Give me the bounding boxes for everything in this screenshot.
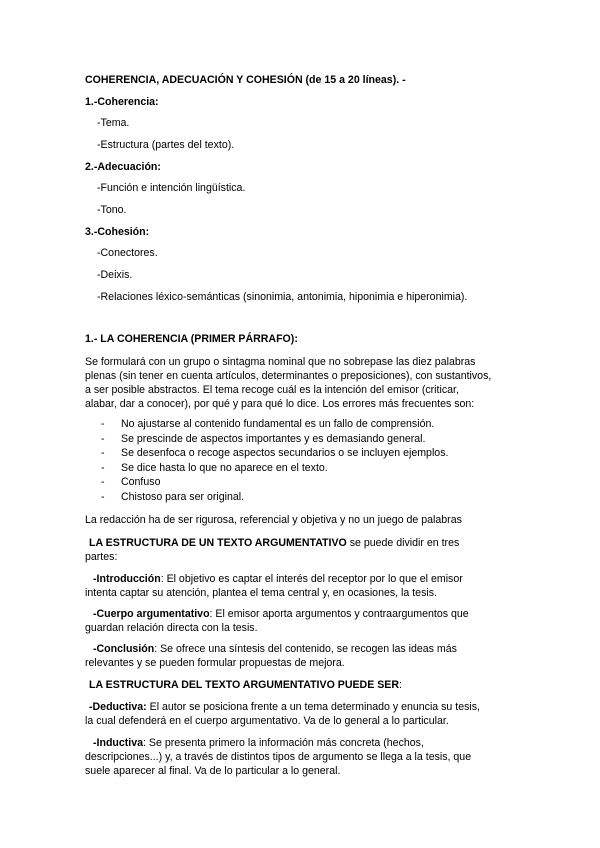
structure-heading-bold: LA ESTRUCTURA DE UN TEXTO ARGUMENTATIVO bbox=[89, 537, 347, 549]
outline-item-funcion: -Función e intención lingüística. bbox=[97, 182, 246, 194]
paragraph-line: Se formulará con un grupo o sintagma nominal que no sobrepase las diez palabras bbox=[85, 356, 476, 368]
outline-item-tema: -Tema. bbox=[97, 117, 130, 129]
part-text-line2: guardan relación directa con la tesis. bbox=[85, 622, 258, 634]
type-inductiva bbox=[93, 737, 424, 750]
part-text-line2: relevantes y se pueden formular propuestas de mejora. bbox=[85, 657, 345, 669]
closing-sentence: La redacción ha de ser rigurosa, referencial y objetiva y no un juego de palabras bbox=[85, 514, 462, 526]
outline-heading-coherencia: 1.-Coherencia: bbox=[85, 96, 159, 108]
list-item: - Se prescinde de aspectos importantes y es demasiando general. bbox=[101, 433, 448, 448]
list-item: - Se desenfoca o recoge aspectos secundarios o se incluyen ejemplos. bbox=[101, 447, 448, 462]
part-text: : Se ofrece una síntesis del contenido, se recogen las ideas más bbox=[154, 643, 457, 655]
paragraph-line: alabar, dar a conocer), por qué y para qué lo dice. Los errores más frecuentes son: bbox=[85, 398, 475, 410]
section-heading-coherencia: 1.- LA COHERENCIA (PRIMER PÁRRAFO): bbox=[85, 333, 298, 345]
part-label: -Cuerpo argumentativo bbox=[93, 608, 210, 620]
structure-heading-line2: partes: bbox=[85, 551, 118, 563]
type-text: : Se presenta primero la información más concreta (hechos, bbox=[143, 737, 424, 749]
outline-item-deixis: -Deixis. bbox=[97, 269, 133, 281]
outline-item-estructura: -Estructura (partes del texto). bbox=[97, 139, 235, 151]
list-item: - Confuso bbox=[101, 476, 448, 491]
structure-heading-rest: se puede dividir en tres bbox=[346, 537, 460, 549]
part-text: : El objetivo es captar el interés del receptor por lo que el emisor bbox=[160, 573, 463, 585]
type-text-line: descripciones...) y, a través de distintos tipos de argumento se llega a la tesis, que bbox=[85, 751, 472, 763]
types-heading-bold: LA ESTRUCTURA DEL TEXTO ARGUMENTATIVO PUEDE SER bbox=[89, 679, 399, 691]
structure-part-introduccion bbox=[93, 573, 463, 586]
structure-part-conclusion bbox=[93, 643, 457, 656]
types-heading bbox=[89, 679, 402, 692]
part-text-line2: intenta captar su atención, plantea el tema central y, en ocasiones, la tesis. bbox=[85, 587, 437, 599]
list-item: - Chistoso para ser original. bbox=[101, 491, 448, 506]
part-text: : El emisor aporta argumentos y contraargumentos que bbox=[209, 608, 469, 620]
type-text-line: la cual defenderá en el cuerpo argumentativo. Va de lo general a lo particular. bbox=[85, 715, 449, 727]
type-label: -Inductiva bbox=[93, 737, 144, 749]
type-deductiva bbox=[89, 701, 480, 714]
outline-item-relaciones: -Relaciones léxico-semánticas (sinonimia, antonimia, hiponimia e hiperonimia). bbox=[97, 291, 468, 303]
type-text: El autor se posiciona frente a un tema determinado y enuncia su tesis, bbox=[146, 701, 480, 713]
structure-heading bbox=[89, 537, 459, 550]
list-item: - Se dice hasta lo que no aparece en el texto. bbox=[101, 462, 448, 477]
types-heading-suffix: : bbox=[398, 679, 402, 691]
part-label: -Conclusión bbox=[93, 643, 155, 655]
outline-item-conectores: -Conectores. bbox=[97, 247, 158, 259]
document-title: COHERENCIA, ADECUACIÓN Y COHESIÓN (de 15 a 20 líneas). - bbox=[85, 74, 406, 86]
type-label: -Deductiva: bbox=[89, 701, 147, 713]
outline-heading-adecuacion: 2.-Adecuación: bbox=[85, 161, 161, 173]
structure-part-cuerpo bbox=[93, 608, 469, 621]
errors-list bbox=[101, 418, 448, 506]
paragraph-line: plenas (sin tener en cuenta artículos, determinantes o preposiciones), con sustantivos, bbox=[85, 370, 492, 382]
type-text-line: suele aparecer al final. Va de lo particular a lo general. bbox=[85, 765, 341, 777]
paragraph-line: a ser posible abstractos. El tema recoge cuál es la intención del emisor (criticar, bbox=[85, 384, 459, 396]
outline-item-tono: -Tono. bbox=[97, 204, 127, 216]
part-label: -Introducción bbox=[93, 573, 161, 585]
list-item: - No ajustarse al contenido fundamental es un fallo de comprensión. bbox=[101, 418, 448, 433]
outline-heading-cohesion: 3.-Cohesión: bbox=[85, 226, 150, 238]
